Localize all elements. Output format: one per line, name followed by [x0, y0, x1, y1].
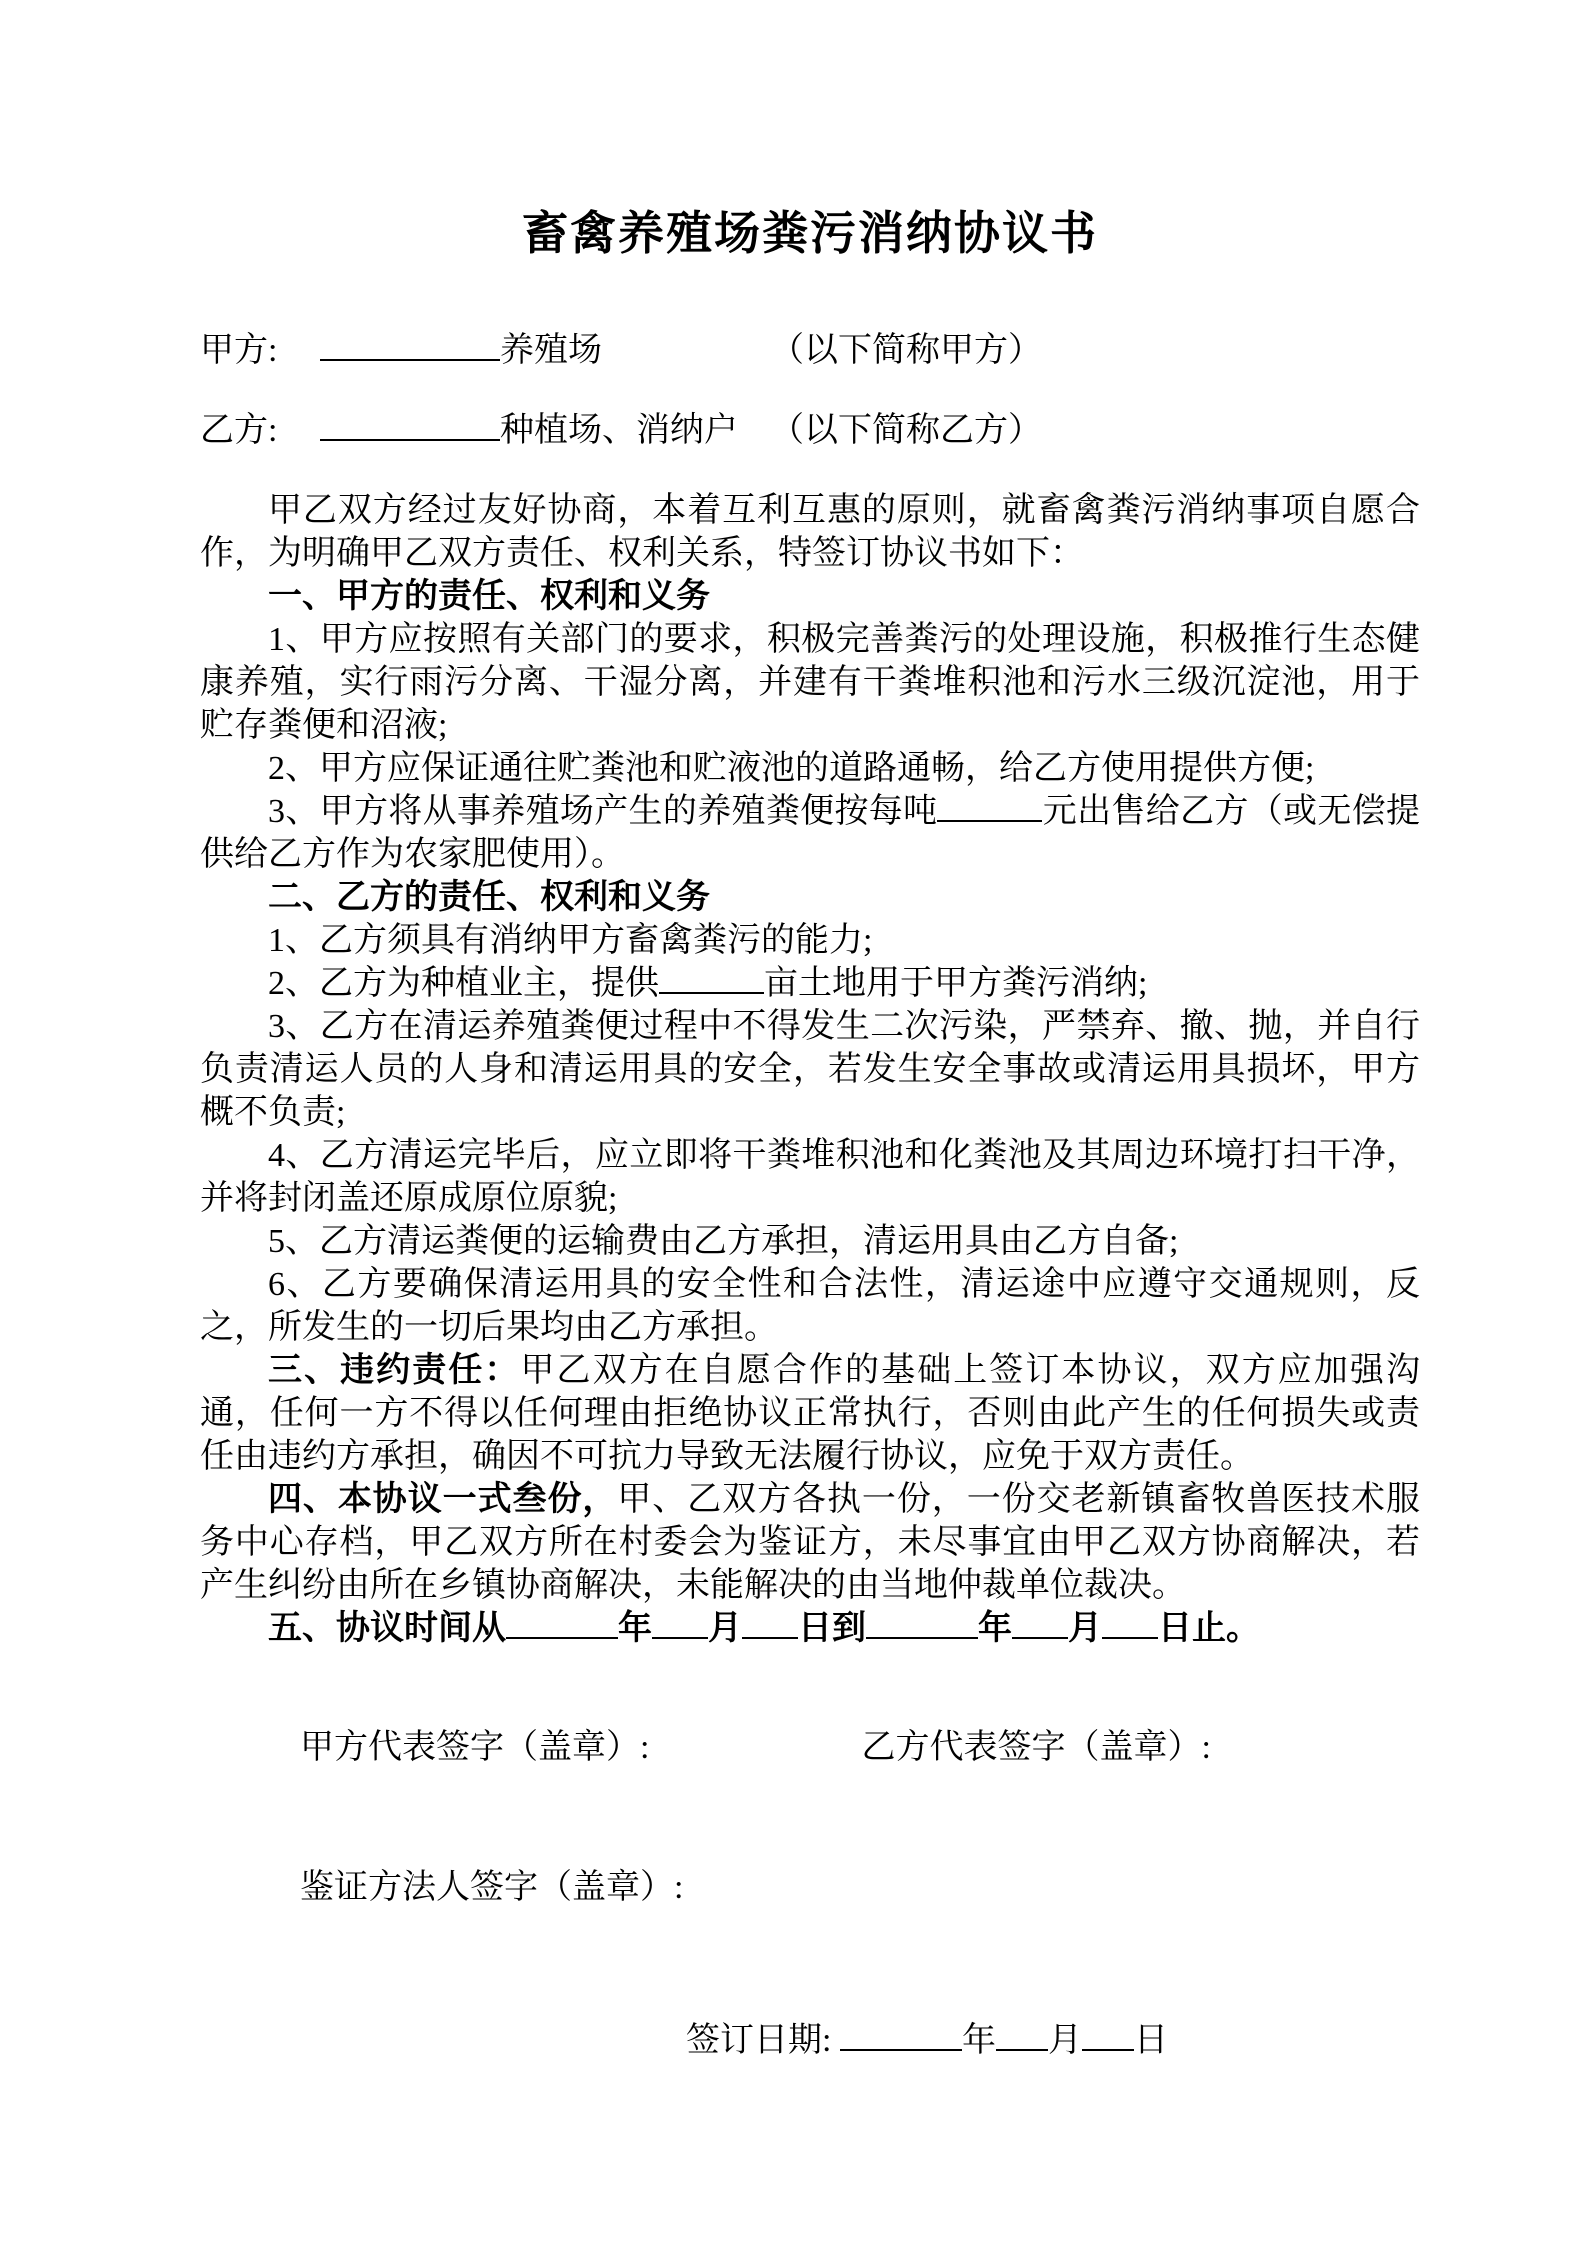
sign-month-blank — [996, 2019, 1048, 2051]
party-b-suffix: 种植场、消纳户 — [500, 412, 738, 449]
end-year-blank — [866, 1607, 978, 1639]
start-day-blank — [742, 1607, 798, 1639]
end-day-blank — [1102, 1607, 1158, 1639]
sign-day-unit: 日 — [1133, 2022, 1168, 2059]
section5-paragraph — [200, 1607, 1420, 1650]
signature-row — [200, 1726, 1420, 1769]
end-day-unit: 日止。 — [1158, 1610, 1260, 1647]
end-month-blank — [1012, 1607, 1068, 1639]
document-title: 畜禽养殖场粪污消纳协议书 — [522, 208, 1098, 259]
section1-item3 — [200, 790, 1420, 876]
party-a-alias: （以下简称甲方） — [770, 332, 1042, 369]
section2-item4: 4、乙方清运完毕后，应立即将干粪堆积池和化粪池及其周边环境打扫干净，并将封闭盖还原成原位原貌; — [200, 1137, 1420, 1217]
party-b-name-blank — [320, 409, 500, 441]
section1-heading: 一、甲方的责任、权利和义务 — [268, 578, 710, 615]
intro-paragraph: 甲乙双方经过友好协商，本着互利互惠的原则，就畜禽粪污消纳事项自愿合作，为明确甲乙双方责任、权利关系，特签订协议书如下： — [200, 492, 1420, 572]
price-per-ton-blank — [937, 790, 1042, 822]
party-a-name-blank — [320, 329, 500, 361]
end-year-unit: 年 — [978, 1610, 1012, 1647]
section2-item6: 6、乙方要确保清运用具的安全性和合法性，清运途中应遵守交通规则，反之，所发生的一切后果均由乙方承担。 — [200, 1266, 1420, 1346]
party-a-label: 甲方: — [200, 332, 278, 369]
party-b-signature-label: 乙方代表签字（盖章）: — [861, 1729, 1211, 1766]
start-day-unit: 日到 — [798, 1610, 866, 1647]
section4-heading: 四、本协议一式叁份， — [268, 1481, 618, 1518]
party-b-line — [200, 409, 1420, 452]
section4-body: 甲、乙双方各执一份，一份交老新镇畜牧兽医技术服务中心存档，甲乙双方所在村委会为鉴证方，未尽事宜由甲乙双方协商解决，若产生纠纷由所在乡镇协商解决，未能解决的由当地仲裁单位裁决。 — [200, 1481, 1420, 1604]
party-b-label: 乙方: — [200, 412, 278, 449]
party-a-suffix: 养殖场 — [500, 332, 602, 369]
section3-body: 甲乙双方在自愿合作的基础上签订本协议，双方应加强沟通，任何一方不得以任何理由拒绝协议正常执行，否则由此产生的任何损失或责任由违约方承担，确因不可抗力导致无法履行协议，应免于双方责任。 — [200, 1352, 1420, 1475]
party-a-signature-label: 甲方代表签字（盖章）: — [300, 1729, 650, 1766]
agreement-body — [200, 489, 1420, 1650]
witness-signature-label: 鉴证方法人签字（盖章）: — [300, 1869, 684, 1906]
section1-item2: 2、甲方应保证通往贮粪池和贮液池的道路通畅，给乙方使用提供方便; — [268, 750, 1315, 787]
section2-item2 — [200, 962, 1420, 1005]
section4-paragraph — [200, 1478, 1420, 1607]
section2-item5: 5、乙方清运粪便的运输费由乙方承担，清运用具由乙方自备; — [268, 1223, 1179, 1260]
sign-date-line — [686, 2019, 1420, 2062]
end-month-unit: 月 — [1068, 1610, 1102, 1647]
section2-item2-pre: 2、乙方为种植业主，提供 — [268, 965, 659, 1002]
sign-date-label: 签订日期: — [686, 2022, 832, 2059]
section3-heading: 三、违约责任： — [268, 1352, 521, 1389]
section3-paragraph — [200, 1349, 1420, 1478]
start-month-unit: 月 — [708, 1610, 742, 1647]
section2-heading: 二、乙方的责任、权利和义务 — [268, 879, 710, 916]
section1-item3-post: 元出售给乙方（或无偿提供给乙方作为农家肥使用）。 — [200, 793, 1421, 873]
section2-item3: 3、乙方在清运养殖粪便过程中不得发生二次污染，严禁弃、撤、抛，并自行负责清运人员的人身和清运用具的安全，若发生安全事故或清运用具损坏，甲方概不负责; — [200, 1008, 1420, 1131]
sign-day-blank — [1082, 2019, 1134, 2051]
sign-year-unit: 年 — [961, 2022, 996, 2059]
party-b-alias: （以下简称乙方） — [770, 412, 1042, 449]
land-area-blank — [659, 962, 764, 994]
sign-year-blank — [840, 2019, 962, 2051]
section2-item1: 1、乙方须具有消纳甲方畜禽粪污的能力; — [268, 922, 873, 959]
party-a-line — [200, 329, 1420, 372]
start-month-blank — [652, 1607, 708, 1639]
start-year-blank — [506, 1607, 618, 1639]
sign-month-unit: 月 — [1047, 2022, 1082, 2059]
section1-item1: 1、甲方应按照有关部门的要求，积极完善粪污的处理设施，积极推行生态健康养殖，实行雨污分离、干湿分离，并建有干粪堆积池和污水三级沉淀池，用于贮存粪便和沼液; — [200, 621, 1420, 744]
start-year-unit: 年 — [618, 1610, 652, 1647]
section1-item3-pre: 3、甲方将从事养殖场产生的养殖粪便按每吨 — [268, 793, 938, 830]
section5-pre: 五、协议时间从 — [268, 1610, 506, 1647]
section2-item2-post: 亩土地用于甲方粪污消纳; — [764, 965, 1148, 1002]
